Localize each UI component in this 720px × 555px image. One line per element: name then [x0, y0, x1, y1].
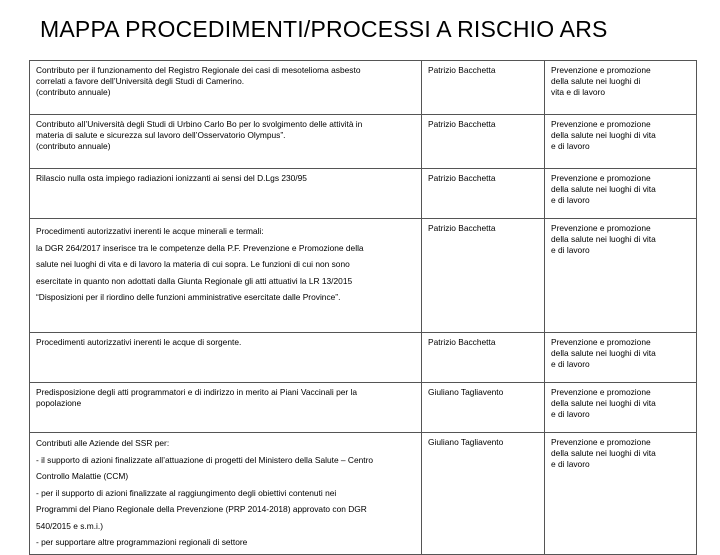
- table-row: [30, 219, 697, 333]
- table-row: [30, 433, 697, 555]
- responsible-person: Giuliano Tagliavento: [422, 433, 545, 555]
- responsible-person: Patrizio Bacchetta: [422, 169, 545, 219]
- table-row: [30, 169, 697, 219]
- table-row: [30, 61, 697, 115]
- procedure-description: Contributo all’Università degli Studi di Urbino Carlo Bo per lo svolgimento delle attività in materia di salute e sicurezza sul lavoro dell’Osservatorio Olympus”. (contributo annuale): [30, 115, 422, 169]
- procedure-description: Procedimenti autorizzativi inerenti le acque di sorgente.: [30, 333, 422, 383]
- area-of-competence: Prevenzione e promozione della salute nei luoghi di vita e di lavoro: [545, 383, 697, 433]
- responsible-person: Patrizio Bacchetta: [422, 61, 545, 115]
- procedure-description: Predisposizione degli atti programmatori e di indirizzo in merito ai Piani Vaccinali per la popolazione: [30, 383, 422, 433]
- responsible-person: Patrizio Bacchetta: [422, 333, 545, 383]
- page-title: MAPPA PROCEDIMENTI/PROCESSI A RISCHIO ARS: [40, 16, 608, 42]
- area-of-competence: Prevenzione e promozione della salute nei luoghi di vita e di lavoro: [545, 61, 697, 115]
- responsible-person: Giuliano Tagliavento: [422, 383, 545, 433]
- procedure-description: Rilascio nulla osta impiego radiazioni ionizzanti ai sensi del D.Lgs 230/95: [30, 169, 422, 219]
- area-of-competence: Prevenzione e promozione della salute nei luoghi di vita e di lavoro: [545, 333, 697, 383]
- area-of-competence: Prevenzione e promozione della salute nei luoghi di vita e di lavoro: [545, 169, 697, 219]
- area-of-competence: Prevenzione e promozione della salute nei luoghi di vita e di lavoro: [545, 433, 697, 555]
- table-row: [30, 333, 697, 383]
- procedure-description: Contributo per il funzionamento del Registro Regionale dei casi di mesotelioma asbesto correlati a favore dell’Università degli Studi di Camerino. (contributo annuale): [30, 61, 422, 115]
- responsible-person: Patrizio Bacchetta: [422, 219, 545, 333]
- area-of-competence: Prevenzione e promozione della salute nei luoghi di vita e di lavoro: [545, 219, 697, 333]
- table-row: [30, 115, 697, 169]
- procedure-description: Contributi alle Aziende del SSR per: - il supporto di azioni finalizzate all’attuazione di progetti del Ministero della Salute – Centro Controllo Malattie (CCM) - per il supporto di azioni finalizzate al raggiungimento degli obiettivi contenuti nei Programmi del Piano Regionale della Prevenzione (PRP 2014-2018) approvato con DGR 540/2015 e s.m.i.) - per supportare altre programmazioni regionali di settore: [30, 433, 422, 555]
- area-of-competence: Prevenzione e promozione della salute nei luoghi di vita e di lavoro: [545, 115, 697, 169]
- responsible-person: Patrizio Bacchetta: [422, 115, 545, 169]
- procedure-description: Procedimenti autorizzativi inerenti le acque minerali e termali: la DGR 264/2017 inserisce tra le competenze della P.F. Prevenzione e Promozione della salute nei luoghi di vita e di lavoro la materia di cui sopra. Le funzioni di cui non sono esercitate in quanto non adottati dalla Giunta Regionale gli atti attuativi la LR 13/2015 “Disposizioni per il riordino delle funzioni amministrative esercitate dalle Province”.: [30, 219, 422, 333]
- table-row: [30, 383, 697, 433]
- process-map-table: [29, 60, 697, 555]
